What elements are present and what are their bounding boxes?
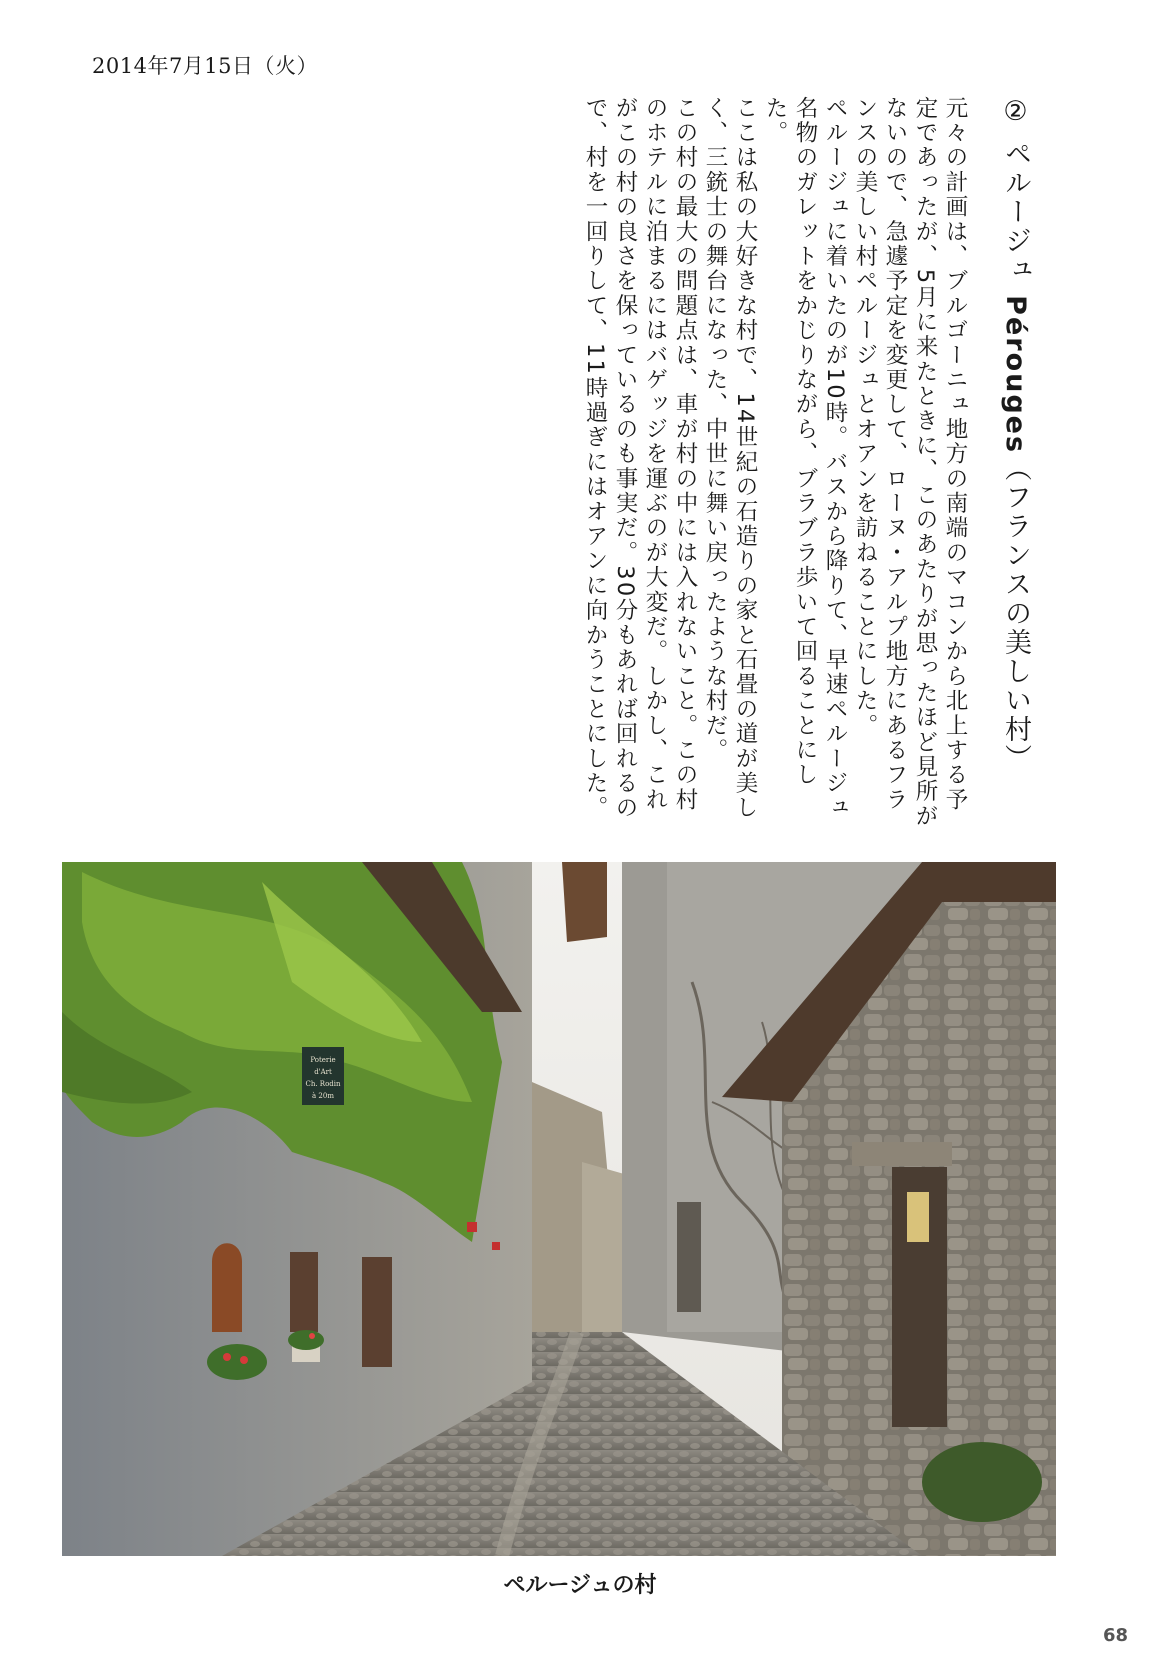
photo-caption: ペルージュの村 [503, 1573, 657, 1598]
sign-line: Poterie [310, 1056, 336, 1064]
document-date: 2014年7月15日（火） [92, 54, 319, 78]
page-number: 68 [1102, 1625, 1128, 1646]
heading-suffix: （フランスの美しい村） [1000, 454, 1031, 774]
sign-line: à 20m [312, 1092, 334, 1100]
article-body [330, 96, 1030, 836]
paragraph: 元々の計画は、ブルゴーニュ地方の南端のマコンから北上する予定であったが、5月に来たときに、このあたりが思ったほど見所がないので、急遽予定を変更して、ローヌ・アルプ地方にあるフランスの美しい村ペルージュとオアンを訪ねることにした。 [852, 96, 968, 829]
sign-line: d'Art [314, 1068, 332, 1076]
paragraph: この村の最大の問題点は、車が村の中には入れないこと。この村のホテルに泊まるにはバゲッジを運ぶのが大変だ。しかし、これがこの村の良さを保っているのも事実だ。30分もあれば回れるので、村を一回りして、11時過ぎにはオアンに向かうことにした。 [582, 96, 698, 821]
paragraph: ペルージュに着いたのが10時。バスから降りて、早速ペルージュ名物のガレットをかじりながら、ブラブラ歩いて回ることにした。 [762, 96, 848, 821]
village-street-photo [62, 862, 1056, 1556]
heading-latin-name: Pérouges [1000, 295, 1031, 455]
heading-prefix: ② ペルージュ [1000, 96, 1031, 296]
paragraph: ここは私の大好きな村で、14世紀の石造りの家と石畳の道が美しく、三銃士の舞台になった、中世に舞い戻ったような村だ。 [702, 96, 758, 821]
article-heading [1000, 96, 1030, 836]
sign-line: Ch. Rodin [305, 1080, 341, 1088]
